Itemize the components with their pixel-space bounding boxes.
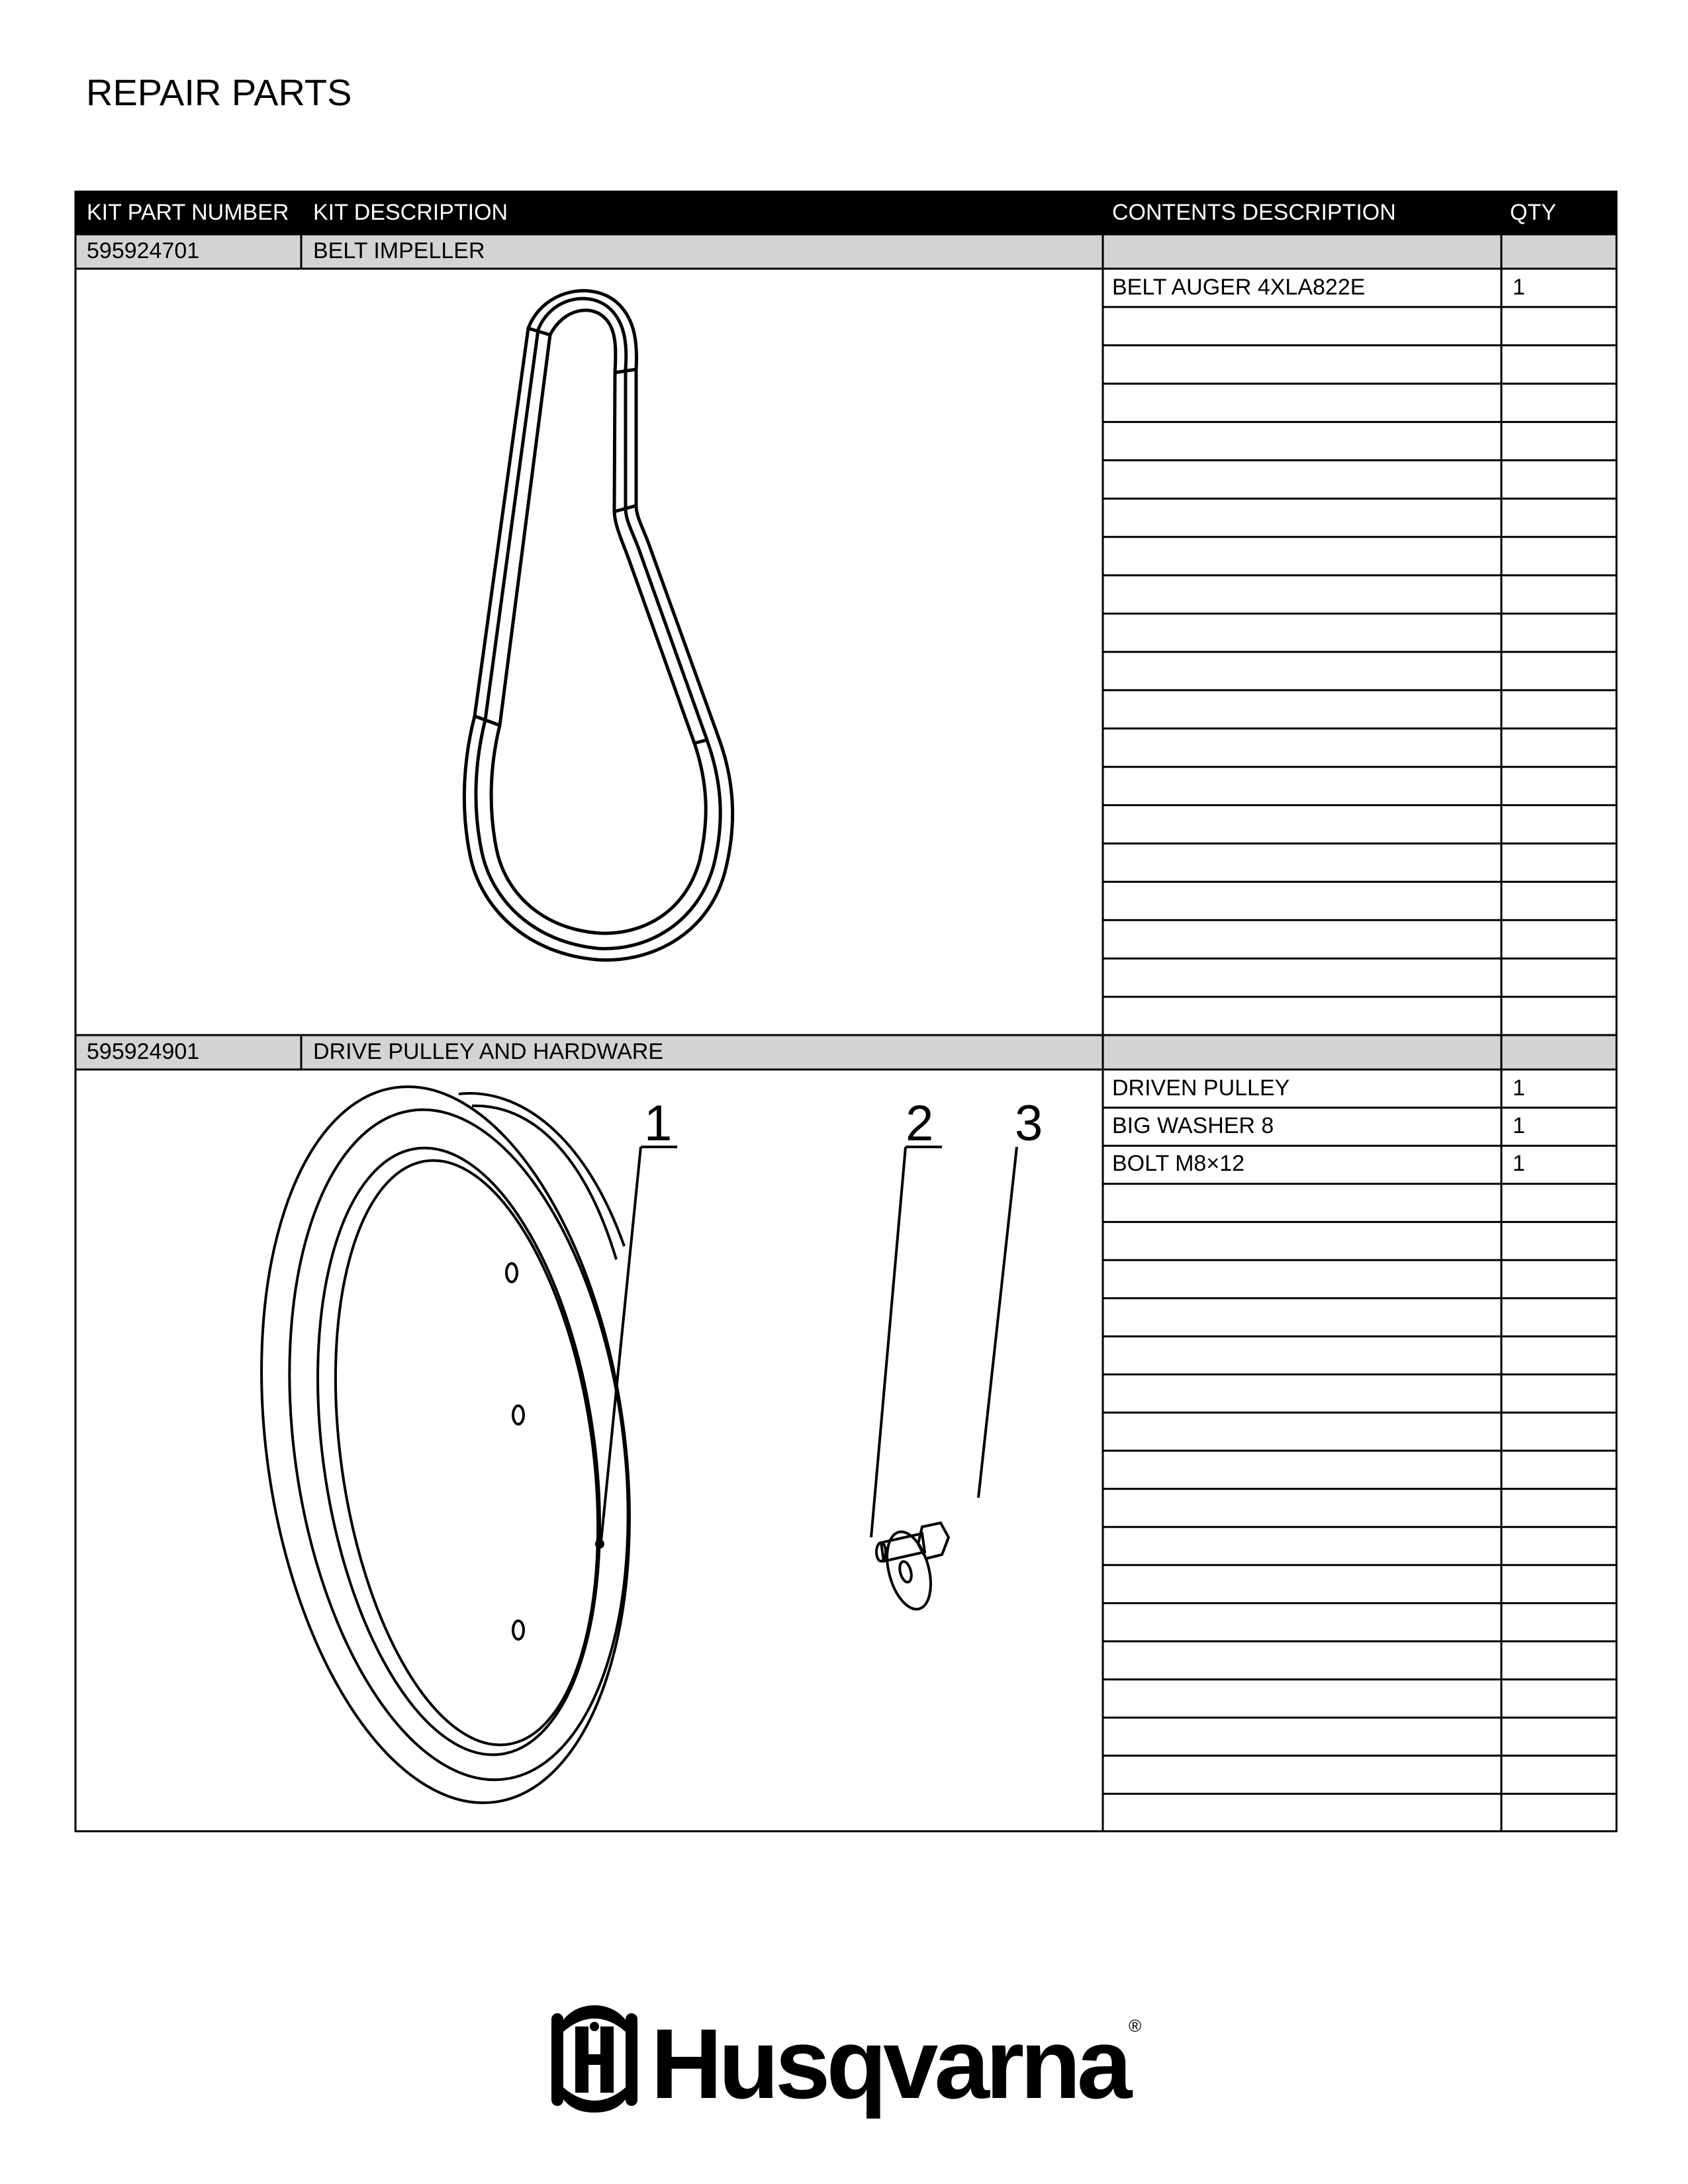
content-qty: 1	[1513, 275, 1525, 300]
page-title: REPAIR PARTS	[86, 71, 352, 113]
kit-part-number: 595924701	[87, 238, 200, 263]
brand-name: Husqvarna	[651, 2008, 1129, 2119]
content-qty: 1	[1513, 1075, 1525, 1101]
callout-1: 1	[644, 1095, 673, 1152]
repair-parts-table	[75, 191, 1617, 1832]
husqvarna-logo	[546, 2000, 1149, 2119]
kit-part-number: 595924901	[87, 1039, 200, 1064]
callout-2: 2	[906, 1095, 934, 1152]
content-qty: 1	[1513, 1151, 1525, 1176]
header-qty: QTY	[1510, 200, 1556, 225]
content-description: BELT AUGER 4XLA822E	[1112, 275, 1366, 300]
registered-mark: ®	[1129, 2016, 1142, 2036]
header-kit-part-number: KIT PART NUMBER	[87, 200, 289, 225]
belt-illustration	[445, 283, 816, 965]
header-contents-description: CONTENTS DESCRIPTION	[1112, 200, 1396, 225]
kit-description: BELT IMPELLER	[313, 238, 485, 263]
kit-description: DRIVE PULLEY AND HARDWARE	[313, 1039, 664, 1064]
callout-3: 3	[1015, 1095, 1043, 1152]
content-description: DRIVEN PULLEY	[1112, 1075, 1290, 1101]
content-qty: 1	[1513, 1113, 1525, 1138]
header-kit-description: KIT DESCRIPTION	[313, 200, 508, 225]
husqvarna-crown-icon	[551, 2005, 637, 2113]
content-description: BOLT M8×12	[1112, 1151, 1245, 1176]
drive-pulley-illustration	[240, 1074, 1043, 1809]
content-description: BIG WASHER 8	[1112, 1113, 1274, 1138]
